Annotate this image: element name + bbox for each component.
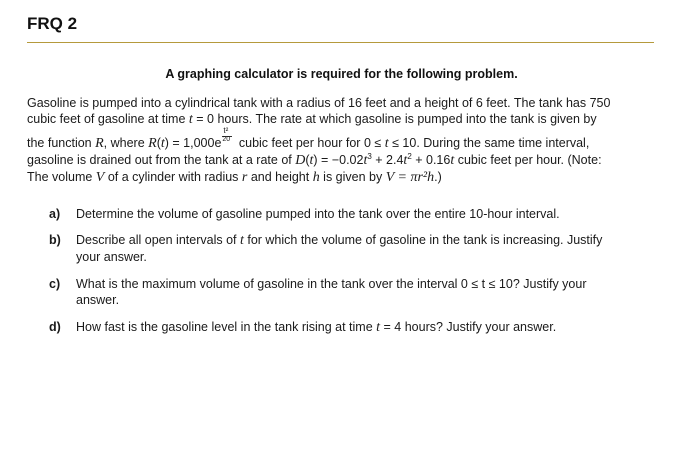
intro-text: ≤ 10. During the same time interval, — [388, 136, 590, 150]
exponent-denominator: 20 — [222, 136, 231, 143]
intro-text: is given by — [319, 170, 386, 184]
intro-text: ) = −0.02 — [313, 153, 364, 167]
question-text — [76, 319, 646, 336]
question-text — [76, 232, 646, 265]
math-var-t: t — [376, 320, 381, 335]
intro-text: The volume — [27, 170, 96, 184]
math-var-t: t — [384, 136, 389, 151]
question-text-part: for which the volume of gasoline in the tank is increasing. Justify — [243, 233, 603, 247]
intro-text: and height — [247, 170, 313, 184]
intro-text: gasoline is drained out from the tank at a rate of — [27, 153, 296, 167]
intro-line-2 — [27, 111, 657, 128]
question-label: d) — [49, 320, 61, 334]
calculator-notice: A graphing calculator is required for the following problem. — [165, 67, 518, 81]
question-label: c) — [49, 277, 61, 291]
intro-text: , where — [103, 136, 149, 150]
intro-text: .) — [434, 170, 442, 184]
math-var-h: h — [312, 170, 320, 185]
math-var-t: t — [363, 153, 368, 168]
intro-text: ( — [156, 136, 161, 150]
exponent: 3 — [367, 151, 372, 161]
intro-text: of a cylinder with radius — [104, 170, 242, 184]
math-var-t: t — [450, 153, 455, 168]
question-text — [76, 276, 646, 308]
intro-text: cubic feet per hour. (Note: — [454, 153, 602, 167]
math-var-V: V — [95, 170, 105, 185]
volume-formula: V = πr²h — [385, 170, 435, 185]
question-text-part: answer. — [76, 293, 120, 307]
question-text: Determine the volume of gasoline pumped into the tank over the entire 10-hour interval. — [76, 207, 560, 221]
intro-text: the function — [27, 136, 96, 150]
intro-line-1: Gasoline is pumped into a cylindrical tank with a radius of 16 feet and a height of 6 feet. The tank has 750 — [27, 96, 611, 110]
intro-text: cubic feet per hour for 0 ≤ — [235, 136, 385, 150]
exponent-numerator: t² — [223, 126, 229, 135]
page-title: FRQ 2 — [27, 14, 78, 33]
volume-note-line — [27, 169, 657, 186]
intro-text: ( — [305, 153, 310, 167]
intro-paragraph-1 — [27, 95, 657, 128]
math-var-t: t — [160, 136, 165, 151]
question-text-part: What is the maximum volume of gasoline in the tank over the interval 0 ≤ t ≤ 10? Justify your — [76, 277, 587, 291]
math-var-R: R — [95, 136, 104, 151]
math-var-t: t — [239, 233, 244, 248]
math-var-r: r — [241, 170, 248, 185]
intro-paragraph-2 — [27, 126, 657, 186]
intro-text: cubic feet of gasoline at time — [27, 112, 189, 126]
rate-function-line — [27, 126, 657, 152]
intro-text: + 2.4 — [371, 153, 404, 167]
math-var-t: t — [403, 153, 408, 168]
question-text-part: How fast is the gasoline level in the tank rising at time — [76, 320, 377, 334]
question-text-part: Describe all open intervals of — [76, 233, 240, 247]
math-var-D: D — [295, 153, 306, 168]
intro-text: = 0 hours. The rate at which gasoline is pumped into the tank is given by — [192, 112, 597, 126]
math-var-t: t — [188, 112, 193, 127]
intro-text: + 0.16 — [411, 153, 451, 167]
question-label: b) — [49, 233, 61, 247]
title-divider — [27, 42, 654, 43]
exponent: 2 — [407, 151, 412, 161]
exponent-fraction — [221, 126, 235, 145]
math-var-t: t — [309, 153, 314, 168]
question-text-part: = 4 hours? Justify your answer. — [380, 320, 557, 334]
question-label: a) — [49, 207, 61, 221]
drain-function-line — [27, 152, 657, 169]
question-text-part: your answer. — [76, 250, 147, 264]
intro-text: ) = 1,000e — [164, 136, 222, 150]
math-var-R: R — [148, 136, 157, 151]
